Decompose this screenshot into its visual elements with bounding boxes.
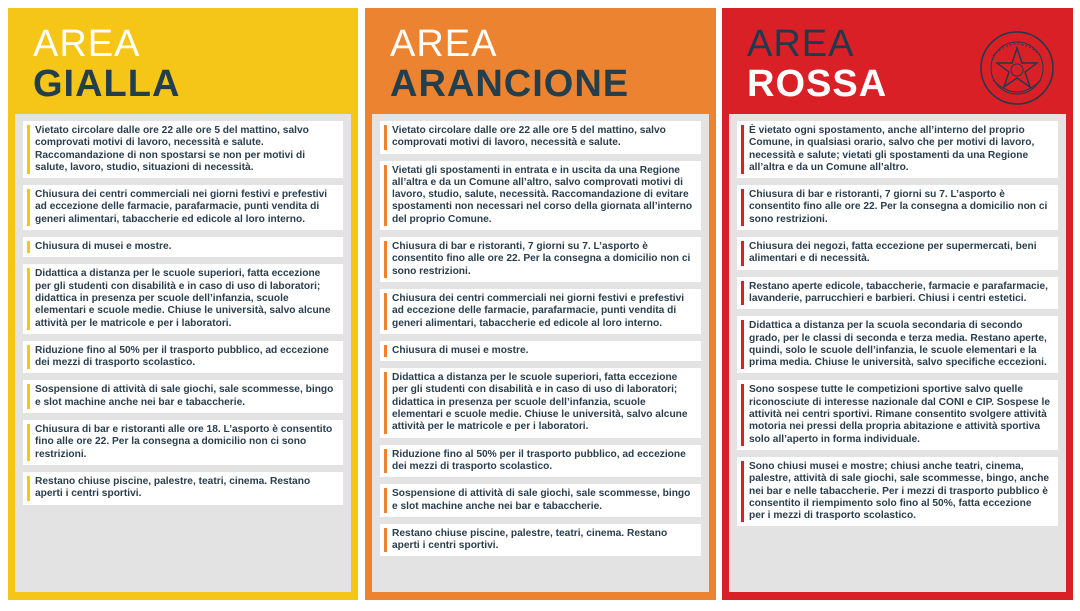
rule-card: Riduzione fino al 50% per il trasporto pubblico, ad eccezione dei mezzi di trasporto scolastico.: [23, 341, 343, 374]
rule-card: Chiusura di bar e ristoranti, 7 giorni su 7. L’asporto è consentito fino alle ore 22. Per la consegna a domicilio non ci sono restrizioni.: [380, 237, 701, 282]
rule-card: Chiusura di bar e ristoranti alle ore 18. L’asporto è consentito fino alle ore 22. Per la consegna a domicilio non ci sono restrizioni.: [23, 420, 343, 465]
rule-card: Chiusura di bar e ristoranti, 7 giorni su 7. L’asporto è consentito fino alle ore 22. Per la consegna a domicilio non ci sono restrizioni.: [737, 185, 1058, 230]
area-arancione-title-name: ARANCIONE: [390, 63, 630, 105]
area-gialla-title-word: AREA: [33, 23, 141, 65]
rule-card: Chiusura dei centri commerciali nei giorni festivi e prefestivi ad eccezione delle farmacie, parafarmacie, punti vendita di generi alimentari, tabaccherie ed edicole al loro interno.: [380, 289, 701, 334]
area-arancione-title-word: AREA: [390, 23, 498, 65]
rule-card: Restano aperte edicole, tabaccherie, farmacie e parafarmacie, lavanderie, parrucchieri e barbieri. Chiusi i centri estetici.: [737, 277, 1058, 310]
rule-card: Chiusura dei negozi, fatta eccezione per supermercati, beni alimentari e di necessità.: [737, 237, 1058, 270]
rule-card: Restano chiuse piscine, palestre, teatri, cinema. Restano aperti i centri sportivi.: [380, 524, 701, 557]
area-rossa-column: [722, 8, 1073, 600]
rule-card: Didattica a distanza per la scuola secondaria di secondo grado, per le classi di seconda e terza media. Restano aperte, quindi, solo le scuole dell’infanzia, le scuole elementari e la prima media. Chiuse le università, salvo specifiche eccezioni.: [737, 316, 1058, 373]
rule-card: Sono chiusi musei e mostre; chiusi anche teatri, cinema, palestre, attività di sale giochi, sale scommesse, bingo, anche nei bar e nelle tabaccherie. Per i mezzi di trasporto pubblico è consentito il riempimento solo fino al 50%, fatta eccezione per i mezzi di trasporto scolastico.: [737, 457, 1058, 526]
rule-card: Riduzione fino al 50% per il trasporto pubblico, ad eccezione dei mezzi di trasporto scolastico.: [380, 445, 701, 478]
rule-card: Sono sospese tutte le competizioni sportive salvo quelle riconosciute di interesse nazionale dal CONI e CIP. Sospese le attività nei centri sportivi. Rimane consentito svolgere attività motoria nei pressi della propria abitazione e attività sportiva solo all’aperto in forma individuale.: [737, 380, 1058, 449]
rule-card: Vietato circolare dalle ore 22 alle ore 5 del mattino, salvo comprovati motivi di lavoro, necessità e salute.: [380, 121, 701, 154]
rule-card: Vietato circolare dalle ore 22 alle ore 5 del mattino, salvo comprovati motivi di lavoro, necessità e salute. Raccomandazione di non spostarsi se non per motivi di salute, lavoro, studio, situazioni di necessità.: [23, 121, 343, 178]
area-gialla-title: [33, 24, 180, 104]
rule-card: Chiusura di musei e mostre.: [380, 341, 701, 361]
italian-republic-emblem-icon: [979, 30, 1055, 106]
rule-card: Didattica a distanza per le scuole superiori, fatta eccezione per gli studenti con disabilità e in caso di uso di laboratori; didattica in presenza per scuole dell’infanzia, scuole elementari e scuole medie. Chiuse le università, salvo alcune attività per le matricole e per i laboratori.: [23, 264, 343, 333]
rule-card: Chiusura di musei e mostre.: [23, 237, 343, 257]
area-rossa-rules-panel: [729, 114, 1066, 592]
area-arancione-column: [365, 8, 716, 600]
rule-card: Sospensione di attività di sale giochi, sale scommesse, bingo e slot machine anche nei bar e tabaccherie.: [23, 380, 343, 413]
rule-card: Sospensione di attività di sale giochi, sale scommesse, bingo e slot machine anche nei bar e tabaccherie.: [380, 484, 701, 517]
area-arancione-title: [390, 24, 629, 104]
area-gialla-column: [8, 8, 358, 600]
rule-card: Vietati gli spostamenti in entrata e in uscita da una Regione all’altra e da un Comune all’altro, salvo comprovati motivi di lavoro, studio, salute, necessità. Raccomandazione di evitare spostamenti non necessari nel corso della giornata all’interno del proprio Comune.: [380, 161, 701, 230]
area-rossa-title: [747, 24, 887, 104]
rule-card: Restano chiuse piscine, palestre, teatri, cinema. Restano aperti i centri sportivi.: [23, 472, 343, 505]
rule-card: Didattica a distanza per le scuole superiori, fatta eccezione per gli studenti con disabilità e in caso di uso di laboratori; didattica in presenza per scuole dell’infanzia, scuole elementari e scuole medie. Chiuse le università, salvo alcune attività per le matricole e per i laboratori.: [380, 368, 701, 437]
area-gialla-title-name: GIALLA: [33, 63, 181, 105]
rule-card: È vietato ogni spostamento, anche all’interno del proprio Comune, in qualsiasi orario, salvo che per motivi di lavoro, necessità e salute; vietati gli spostamenti da una Regione all’altra e da un Comune all’altro.: [737, 121, 1058, 178]
area-gialla-rules-panel: [15, 114, 351, 592]
rule-card: Chiusura dei centri commerciali nei giorni festivi e prefestivi ad eccezione delle farmacie, parafarmacie, punti vendita di generi alimentari, tabaccherie ed edicole al loro interno.: [23, 185, 343, 230]
area-arancione-rules-panel: [372, 114, 709, 592]
area-rossa-title-name: ROSSA: [747, 63, 888, 105]
area-rossa-title-word: AREA: [747, 23, 855, 65]
